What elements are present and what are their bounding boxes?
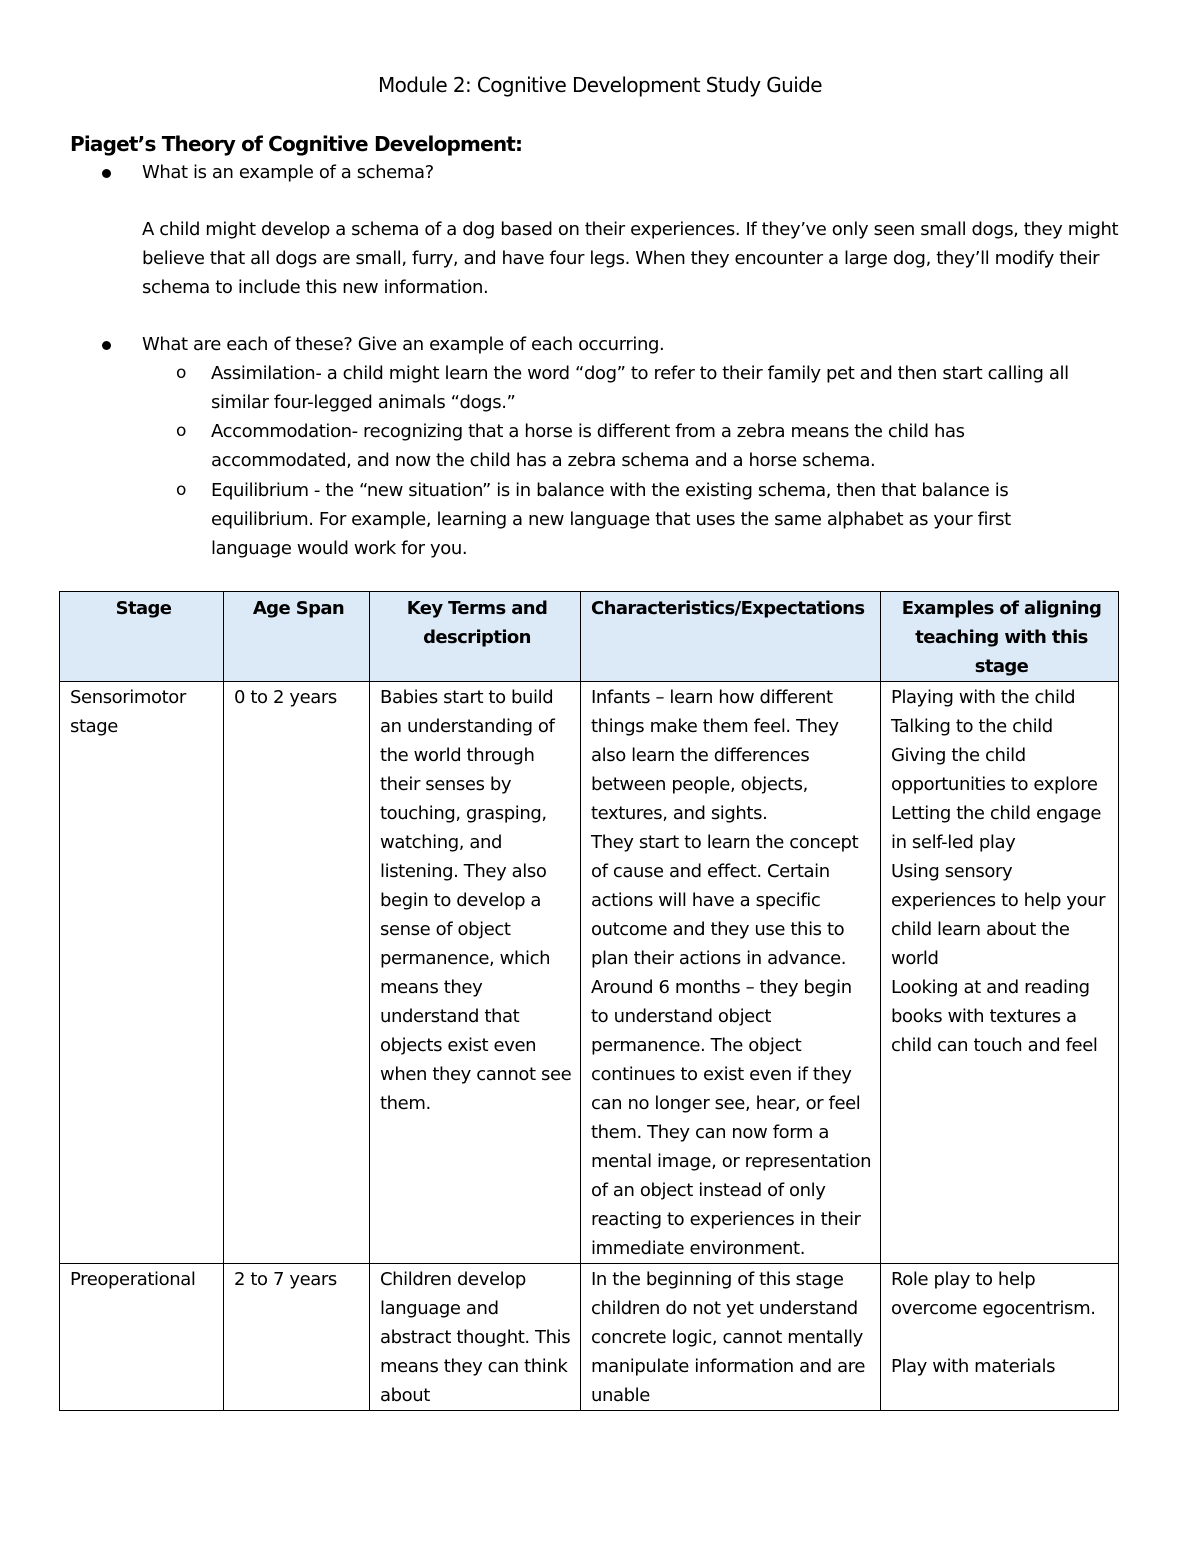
example-item: Role play to help overcome egocentrism. (891, 1269, 1096, 1319)
table-header-row (60, 592, 1119, 682)
example-item: Using sensory experiences to help your child learn about the world (891, 861, 1106, 969)
section-heading: Piaget’s Theory of Cognitive Development: (70, 132, 523, 156)
example-item: Looking at and reading books with textures a child can touch and feel (891, 977, 1098, 1056)
schema-answer-paragraph: A child might develop a schema of a dog based on their experiences. If they’ve only seen small dogs, they might believe that all dogs are small, furry, and have four legs. When they encounter a large dog, they’ll modify their schema to include this new information. (142, 219, 1119, 298)
equilibrium-text: Equilibrium - the “new situation” is in balance with the existing schema, then that balance is equilibrium. For example, learning a new language that uses the same alphabet as your first language would work for you. (211, 480, 1011, 559)
example-item: Talking to the child (891, 716, 1053, 737)
header-age-span: Age Span (224, 592, 370, 682)
cell-stage: Preoperational (60, 1264, 224, 1411)
bullet-dot-icon (102, 169, 111, 178)
stages-table (59, 591, 1119, 1411)
cell-age-span: 2 to 7 years (224, 1264, 370, 1411)
example-item: Giving the child opportunities to explore (891, 745, 1098, 795)
header-examples: Examples of aligning teaching with this stage (881, 592, 1119, 682)
table-row (60, 682, 1119, 1264)
hollow-circle-bullet-icon: o (176, 363, 187, 383)
cell-age-span: 0 to 2 years (224, 682, 370, 1264)
header-characteristics: Characteristics/Expectations (581, 592, 881, 682)
header-stage: Stage (60, 592, 224, 682)
header-key-terms: Key Terms and description (370, 592, 581, 682)
bullet-question: What is an example of a schema? (142, 162, 434, 183)
hollow-circle-bullet-icon: o (176, 480, 187, 500)
bullet-question: What are each of these? Give an example of each occurring. (142, 334, 665, 355)
bullet-dot-icon (102, 341, 111, 350)
spacer (891, 1323, 1112, 1352)
cell-characteristics (581, 1264, 881, 1411)
characteristic-item: They start to learn the concept of cause and effect. Certain actions will have a specific outcome and they use this to plan their actions in advance. (591, 832, 859, 969)
characteristic-item: Around 6 months – they begin to understand object permanence. The object continues to exist even if they can no longer see, hear, or feel them. They can now form a mental image, or representation of an object instead of only reacting to experiences in their immediate environment. (591, 977, 872, 1259)
cell-examples (881, 1264, 1119, 1411)
page-title: Module 2: Cognitive Development Study Guide (378, 73, 822, 97)
characteristic-item: Infants – learn how different things make them feel. They also learn the differences between people, objects, textures, and sights. (591, 687, 839, 824)
hollow-circle-bullet-icon: o (176, 421, 187, 441)
example-item: Play with materials (891, 1356, 1056, 1377)
accommodation-text: Accommodation- recognizing that a horse is different from a zebra means the child has accommodated, and now the child has a zebra schema and a horse schema. (211, 421, 965, 471)
cell-key-terms: Children develop language and abstract thought. This means they can think about (370, 1264, 581, 1411)
assimilation-text: Assimilation- a child might learn the word “dog” to refer to their family pet and then start calling all similar four-legged animals “dogs.” (211, 363, 1069, 413)
table-row (60, 1264, 1119, 1411)
example-item: Letting the child engage in self-led play (891, 803, 1102, 853)
cell-key-terms: Babies start to build an understanding of the world through their senses by touching, grasping, watching, and listening. They also begin to develop a sense of object permanence, which means they understand that objects exist even when they cannot see them. (370, 682, 581, 1264)
example-item: Playing with the child (891, 687, 1076, 708)
characteristic-item: In the beginning of this stage children do not yet understand concrete logic, cannot mentally manipulate information and are unable (591, 1269, 865, 1406)
cell-examples (881, 682, 1119, 1264)
cell-characteristics (581, 682, 881, 1264)
cell-stage: Sensorimotor stage (60, 682, 224, 1264)
